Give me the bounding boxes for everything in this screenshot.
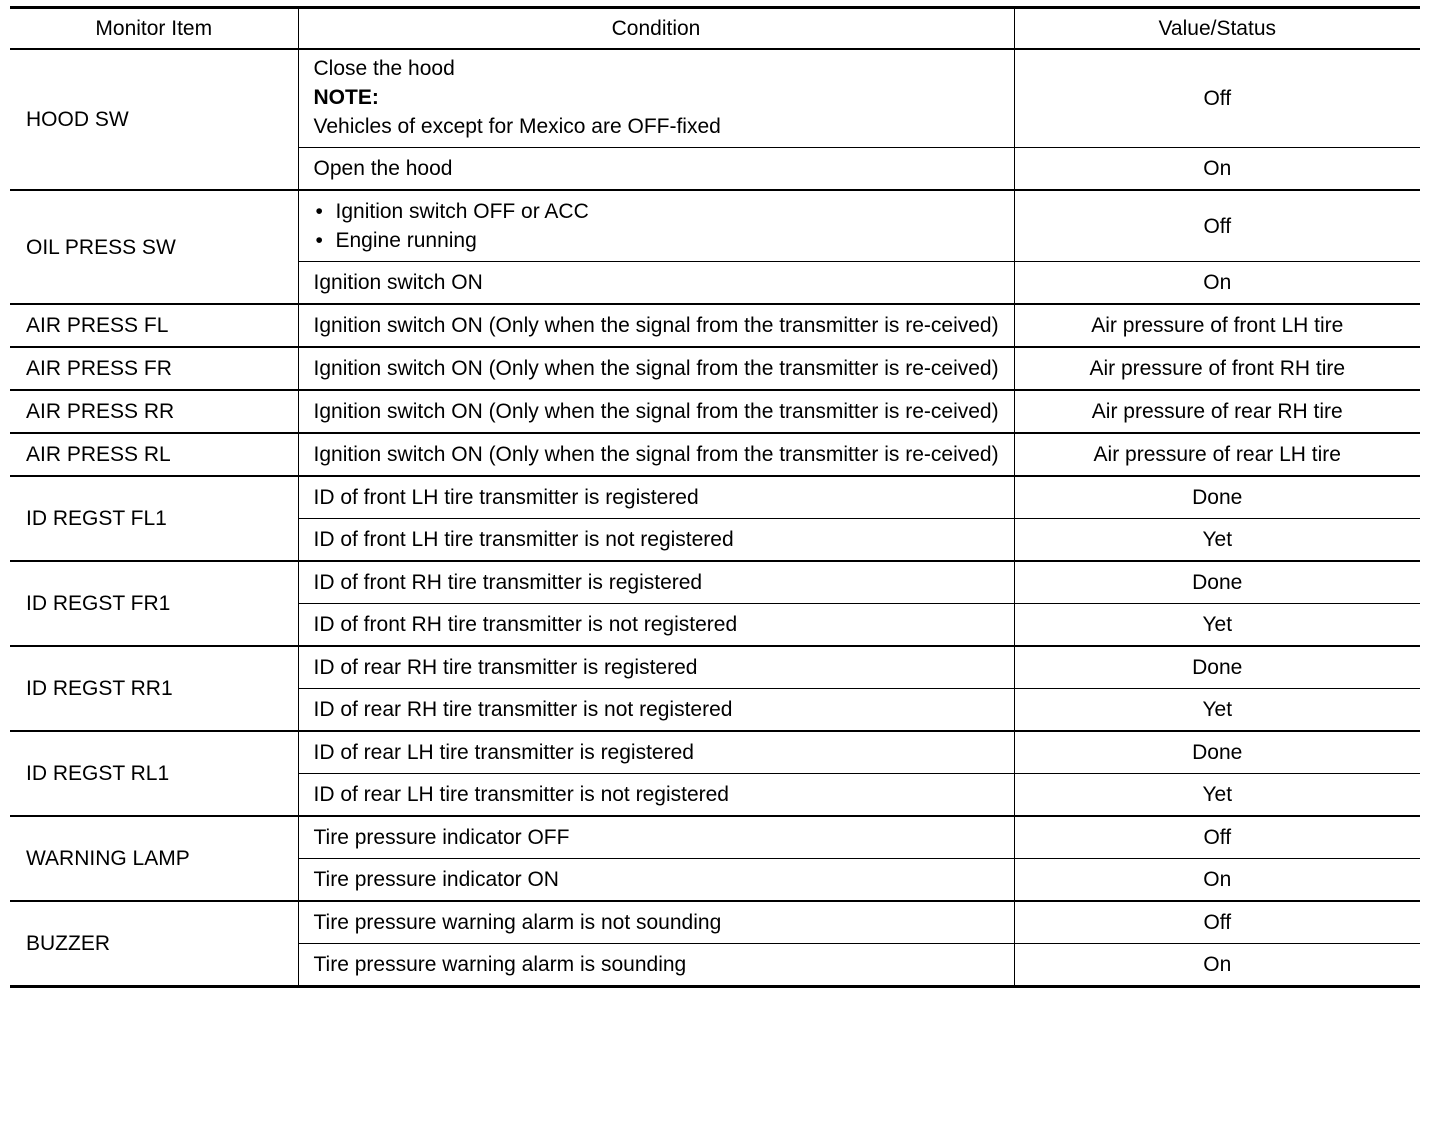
value-cell: Done	[1014, 646, 1420, 689]
monitor-item-cell: AIR PRESS RR	[10, 390, 298, 433]
table-header-row	[10, 8, 1420, 50]
monitor-item-cell: HOOD SW	[10, 49, 298, 190]
monitor-item-cell: ID REGST FL1	[10, 476, 298, 561]
table-row	[10, 433, 1420, 476]
condition-cell: Ignition switch ON (Only when the signal from the transmitter is re-ceived)	[298, 433, 1014, 476]
condition-cell: Tire pressure warning alarm is sounding	[298, 944, 1014, 987]
table-row	[10, 816, 1420, 859]
table-row	[10, 304, 1420, 347]
condition-cell: Ignition switch ON (Only when the signal from the transmitter is re-ceived)	[298, 390, 1014, 433]
header-condition: Condition	[298, 8, 1014, 50]
table-row	[10, 561, 1420, 604]
monitor-item-cell: AIR PRESS FR	[10, 347, 298, 390]
condition-cell: ID of front LH tire transmitter is not registered	[298, 519, 1014, 562]
monitor-item-cell: AIR PRESS RL	[10, 433, 298, 476]
table-row	[10, 347, 1420, 390]
condition-cell: ID of rear RH tire transmitter is registered	[298, 646, 1014, 689]
table-row	[10, 731, 1420, 774]
value-cell: Done	[1014, 731, 1420, 774]
condition-cell: Tire pressure indicator ON	[298, 859, 1014, 902]
monitor-item-cell: ID REGST RR1	[10, 646, 298, 731]
table-row	[10, 49, 1420, 148]
monitor-item-table	[10, 6, 1420, 988]
bullet-item: • Engine running	[314, 226, 1004, 255]
condition-text: Close the hood	[313, 57, 455, 80]
value-cell: On	[1014, 148, 1420, 191]
header-value-status: Value/Status	[1014, 8, 1420, 50]
condition-cell: ID of rear RH tire transmitter is not registered	[298, 689, 1014, 732]
value-cell: Done	[1014, 561, 1420, 604]
monitor-item-cell: AIR PRESS FL	[10, 304, 298, 347]
condition-cell: Ignition switch ON	[298, 262, 1014, 305]
condition-bullet-list	[314, 197, 1004, 255]
condition-cell	[298, 190, 1014, 262]
table-row	[10, 476, 1420, 519]
value-cell: Air pressure of rear LH tire	[1014, 433, 1420, 476]
condition-cell: Tire pressure indicator OFF	[298, 816, 1014, 859]
value-cell: Air pressure of front LH tire	[1014, 304, 1420, 347]
condition-cell: Ignition switch ON (Only when the signal from the transmitter is re-ceived)	[298, 347, 1014, 390]
condition-cell: ID of front LH tire transmitter is registered	[298, 476, 1014, 519]
value-cell: Off	[1014, 49, 1420, 148]
condition-cell: ID of front RH tire transmitter is registered	[298, 561, 1014, 604]
condition-cell: ID of front RH tire transmitter is not registered	[298, 604, 1014, 647]
value-cell: Off	[1014, 901, 1420, 944]
note-text: Vehicles of except for Mexico are OFF-fixed	[313, 115, 721, 138]
monitor-item-cell: ID REGST FR1	[10, 561, 298, 646]
value-cell: Air pressure of rear RH tire	[1014, 390, 1420, 433]
condition-cell: ID of rear LH tire transmitter is registered	[298, 731, 1014, 774]
value-cell: Yet	[1014, 774, 1420, 817]
condition-cell	[298, 49, 1014, 148]
table-row	[10, 901, 1420, 944]
value-cell: On	[1014, 944, 1420, 987]
table-row	[10, 646, 1420, 689]
table-row	[10, 390, 1420, 433]
condition-cell: Open the hood	[298, 148, 1014, 191]
bullet-item: • Ignition switch OFF or ACC	[314, 197, 1004, 226]
monitor-item-cell: OIL PRESS SW	[10, 190, 298, 304]
value-cell: Off	[1014, 816, 1420, 859]
note-label: NOTE:	[313, 86, 379, 109]
value-cell: On	[1014, 859, 1420, 902]
value-cell: Yet	[1014, 519, 1420, 562]
table-row	[10, 190, 1420, 262]
condition-cell: Tire pressure warning alarm is not sounding	[298, 901, 1014, 944]
value-cell: Yet	[1014, 604, 1420, 647]
value-cell: Off	[1014, 190, 1420, 262]
monitor-item-cell: BUZZER	[10, 901, 298, 987]
header-monitor-item: Monitor Item	[10, 8, 298, 50]
monitor-item-cell: ID REGST RL1	[10, 731, 298, 816]
monitor-item-cell: WARNING LAMP	[10, 816, 298, 901]
value-cell: Yet	[1014, 689, 1420, 732]
value-cell: Done	[1014, 476, 1420, 519]
condition-cell: Ignition switch ON (Only when the signal from the transmitter is re-ceived)	[298, 304, 1014, 347]
value-cell: On	[1014, 262, 1420, 305]
value-cell: Air pressure of front RH tire	[1014, 347, 1420, 390]
condition-cell: ID of rear LH tire transmitter is not registered	[298, 774, 1014, 817]
